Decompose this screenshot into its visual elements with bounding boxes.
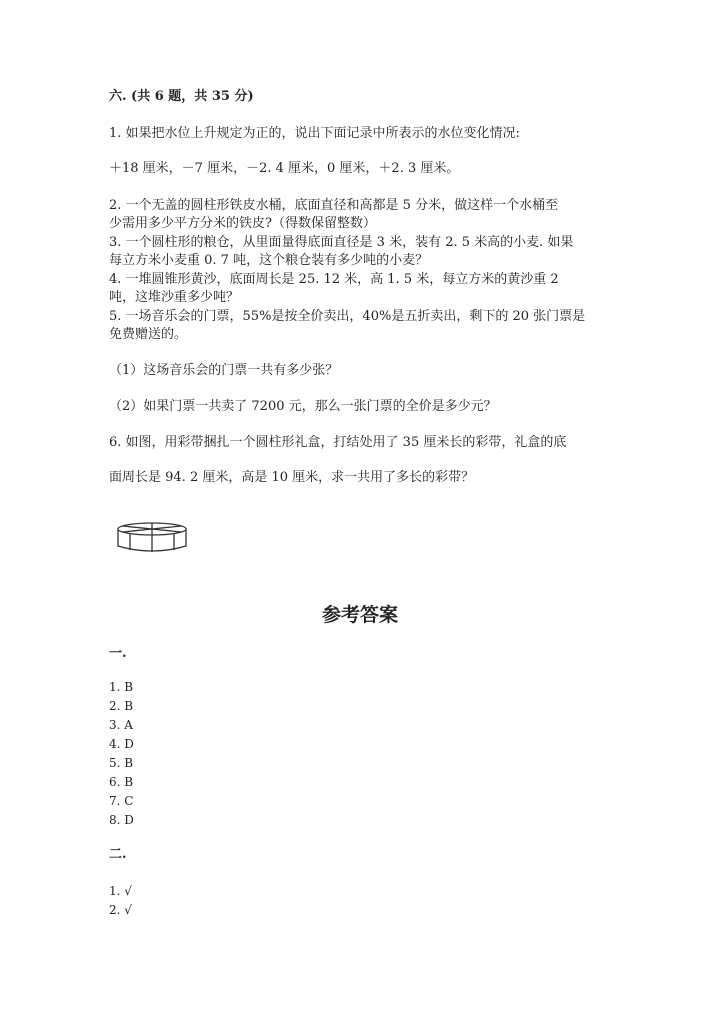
- section-heading: 六. (共 6 题，共 35 分): [109, 89, 254, 104]
- question-5-sub-2: （2）如果门票一共卖了 7200 元，那么一张门票的全价是多少元？: [109, 399, 497, 414]
- question-6-line-2: 面周长是 94. 2 厘米，高是 10 厘米，求一共用了多长的彩带？: [109, 470, 475, 485]
- question-5-line-1: 5. 一场音乐会的门票，55%是按全价卖出，40%是五折卖出，剩下的 20 张门票是: [109, 309, 586, 324]
- answer-item: 1. B: [109, 680, 134, 694]
- question-1-values: ＋18 厘米，－7 厘米，－2. 4 厘米，0 厘米，＋2. 3 厘米。: [109, 161, 460, 176]
- answers-part1-heading: 一.: [109, 646, 127, 661]
- question-3-line-1: 3. 一个圆柱形的粮仓，从里面量得底面直径是 3 米，装有 2. 5 米高的小麦. 如果: [109, 235, 574, 250]
- answer-item: 7. C: [109, 794, 134, 808]
- answer-item: 6. B: [109, 775, 134, 789]
- question-1-text: 1. 如果把水位上升规定为正的，说出下面记录中所表示的水位变化情况:: [109, 126, 520, 141]
- question-2-line-1: 2. 一个无盖的圆柱形铁皮水桶，底面直径和高都是 5 分米，做这样一个水桶至: [109, 198, 559, 213]
- question-4-line-2: 吨，这堆沙重多少吨？: [109, 290, 240, 305]
- answers-part2-heading: 二.: [109, 847, 127, 862]
- answer-item: 8. D: [109, 813, 134, 827]
- question-2-line-2: 少需用多少平方分米的铁皮?（得数保留整数）: [109, 216, 376, 231]
- answer-item: 3. A: [109, 718, 133, 732]
- question-4-line-1: 4. 一堆圆锥形黄沙，底面周长是 25. 12 米，高 1. 5 米，每立方米的黄沙重 2: [109, 272, 559, 287]
- cylinder-gift-box-icon: [114, 519, 194, 555]
- answer-item: 2. √: [109, 903, 132, 917]
- answer-item: 1. √: [109, 884, 132, 898]
- question-6-line-1: 6. 如图，用彩带捆扎一个圆柱形礼盒，打结处用了 35 厘米长的彩带，礼盒的底: [109, 435, 567, 450]
- question-5-line-2: 免费赠送的。: [109, 327, 188, 342]
- question-5-sub-1: （1）这场音乐会的门票一共有多少张？: [109, 363, 339, 378]
- answer-item: 5. B: [109, 756, 134, 770]
- question-3-line-2: 每立方米小麦重 0. 7 吨，这个粮仓装有多少吨的小麦？: [109, 253, 429, 268]
- answers-title: 参考答案: [321, 604, 398, 626]
- answer-item: 4. D: [109, 737, 134, 751]
- answer-item: 2. B: [109, 699, 134, 713]
